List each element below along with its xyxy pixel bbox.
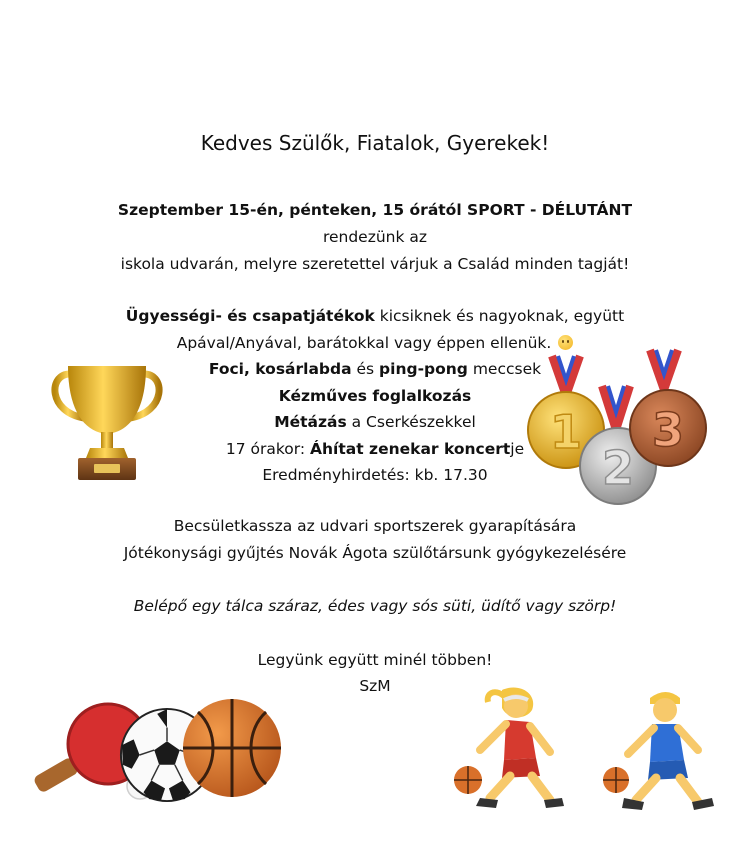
matches-bold-2: ping-pong bbox=[379, 360, 468, 378]
games-line-2-text: Apával/Anyával, barátokkal vagy éppen ellenük. bbox=[176, 334, 552, 352]
games-bold: Ügyességi- és csapatjátékok bbox=[125, 307, 375, 325]
trophy-icon bbox=[44, 360, 170, 490]
basketball-icon bbox=[180, 696, 284, 800]
results-line: Eredményhirdetés: kb. 17.30 bbox=[262, 466, 488, 484]
signature: SzM bbox=[359, 677, 391, 695]
games-line bbox=[0, 306, 750, 326]
event-date: Szeptember 15-én, pénteken, 15 órától SPORT - DÉLUTÁNT bbox=[117, 201, 633, 219]
matches-bold-1: Foci, kosárlabda bbox=[208, 360, 352, 378]
medal-first-label: 1 bbox=[549, 405, 583, 459]
closing-line: Legyünk együtt minél többen! bbox=[257, 651, 493, 669]
matches-text-2: meccsek bbox=[467, 360, 542, 378]
concert-bold: Áhítat zenekar koncert bbox=[310, 440, 511, 458]
page-title: Kedves Szülők, Fiatalok, Gyerekek! bbox=[200, 131, 550, 155]
matches-text-1: és bbox=[351, 360, 380, 378]
crafts-line: Kézműves foglalkozás bbox=[278, 387, 472, 405]
metazas-bold: Métázás bbox=[274, 413, 347, 431]
event-line-2: rendezünk az bbox=[322, 228, 428, 246]
event-line-3: iskola udvarán, melyre szeretettel várjuk a Család minden tagját! bbox=[120, 255, 630, 273]
medal-third-label: 3 bbox=[651, 403, 685, 457]
medal-second-label: 2 bbox=[601, 441, 635, 495]
basketball-player-man-icon bbox=[596, 686, 726, 812]
medals-icon bbox=[522, 346, 718, 516]
basketball-player-woman-icon bbox=[446, 680, 576, 812]
games-rest: kicsiknek és nagyoknak, együtt bbox=[374, 307, 625, 325]
metazas-rest: a Cserkészekkel bbox=[346, 413, 476, 431]
concert-post: je bbox=[510, 440, 525, 458]
donation-line-2: Jótékonysági gyűjtés Novák Ágota szülőtársunk gyógykezelésére bbox=[123, 544, 627, 562]
entry-line: Belépő egy tálca száraz, édes vagy sós süti, üdítő vagy szörp! bbox=[133, 597, 617, 615]
donation-line-1: Becsületkassza az udvari sportszerek gyarapítására bbox=[173, 517, 577, 535]
concert-pre: 17 órakor: bbox=[225, 440, 311, 458]
